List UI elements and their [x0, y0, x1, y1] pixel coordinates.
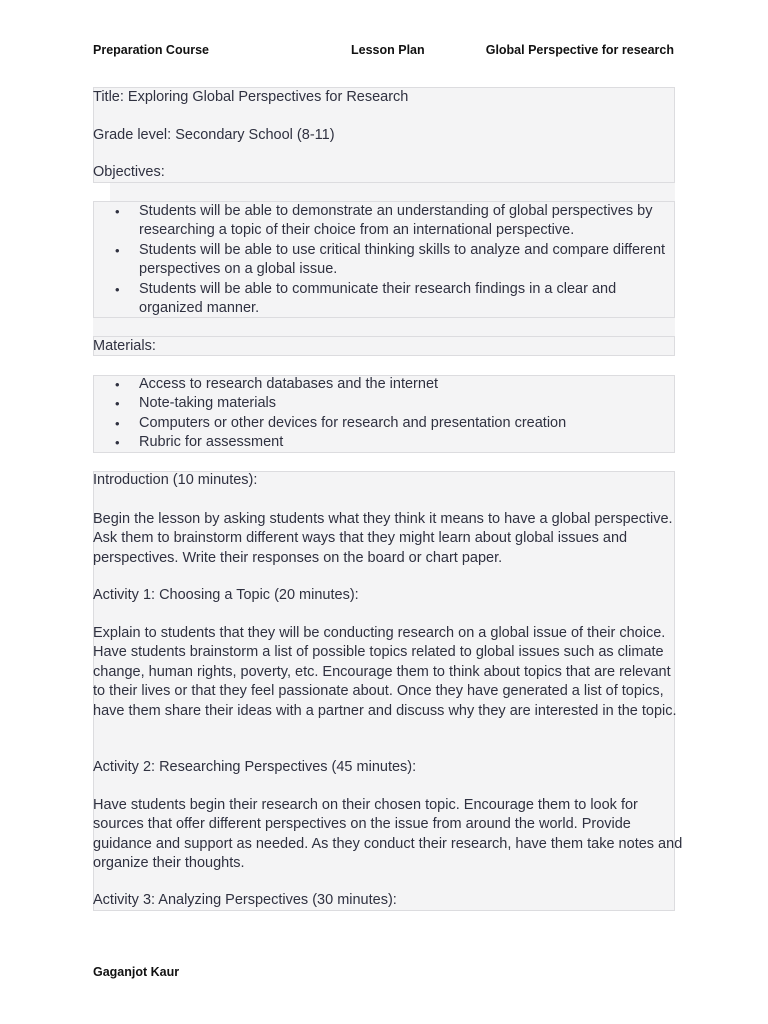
activity3-heading: Activity 3: Analyzing Perspectives (30 minutes): [93, 892, 397, 908]
grade-level: Grade level: Secondary School (8-11) [93, 127, 335, 143]
materials-heading: Materials: [93, 338, 156, 354]
footer-author: Gaganjot Kaur [93, 965, 180, 979]
objective-item: • Students will be able to demonstrate an understanding of global perspectives by researching a topic of their choice from an international perspective. [93, 202, 673, 241]
objectives-list [93, 202, 673, 318]
material-item: • Note-taking materials [93, 394, 673, 413]
material-item: • Computers or other devices for research and presentation creation [93, 414, 673, 433]
material-item: • Access to research databases and the internet [93, 375, 673, 394]
materials-spacer [93, 318, 675, 336]
materials-list [93, 375, 673, 453]
header-doc-type: Lesson Plan [351, 43, 425, 57]
objective-item: • Students will be able to use critical thinking skills to analyze and compare different perspectives on a global issue. [93, 241, 673, 280]
lesson-title: Title: Exploring Global Perspectives for Research [93, 89, 409, 105]
objective-item: • Students will be able to communicate their research findings in a clear and organized manner. [93, 280, 673, 319]
activity2-heading: Activity 2: Researching Perspectives (45 minutes): [93, 759, 417, 775]
material-item: • Rubric for assessment [93, 433, 673, 452]
materials-heading-box [93, 336, 675, 356]
introduction-text: Begin the lesson by asking students what they think it means to have a global perspective. Ask them to brainstorm different ways that they might learn about global issues and perspectives. Write their responses on the board or chart paper. [93, 511, 673, 566]
activity2-text: Have students begin their research on their chosen topic. Encourage them to look for sources that offer different perspectives on the issue from around the world. Provide guidance and support as needed. As they conduct their research, have them take notes and organize their thoughts. [93, 797, 683, 872]
header-course: Preparation Course [93, 43, 210, 57]
introduction-heading: Introduction (10 minutes): [93, 472, 258, 488]
activity1-text: Explain to students that they will be conducting research on a global issue of their choice. Have students brainstorm a list of possible topics related to global issues such as climate change, human rights, poverty, etc. Encourage them to think about topics that are relevant to their lives or that they feel passionate about. Once they have generated a list of topics, have them share their ideas with a partner and discuss why they are interested in the topic. [93, 625, 677, 719]
objectives-heading: Objectives: [93, 164, 165, 180]
objectives-spacer [110, 183, 675, 201]
header-topic: Global Perspective for research [485, 43, 674, 57]
activity1-heading: Activity 1: Choosing a Topic (20 minutes): [93, 587, 359, 603]
